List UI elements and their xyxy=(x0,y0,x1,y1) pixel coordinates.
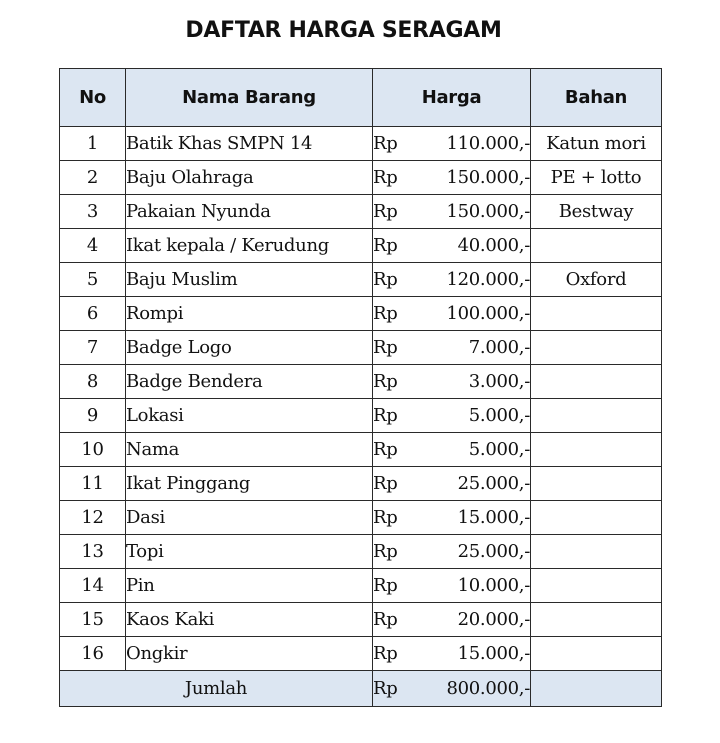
item-material: Oxford xyxy=(531,263,662,297)
item-price: 150.000,- xyxy=(446,167,530,188)
price-cell xyxy=(373,637,531,671)
row-number: 11 xyxy=(60,467,126,501)
row-number: 3 xyxy=(60,195,126,229)
currency-label: Rp xyxy=(373,575,398,596)
item-price: 5.000,- xyxy=(468,405,530,426)
item-material xyxy=(531,297,662,331)
table-row xyxy=(60,501,662,535)
table-row xyxy=(60,195,662,229)
item-name: Badge Bendera xyxy=(126,365,373,399)
row-number: 16 xyxy=(60,637,126,671)
item-name: Ikat Pinggang xyxy=(126,467,373,501)
currency-label: Rp xyxy=(373,167,398,188)
total-row xyxy=(60,671,662,707)
item-material: Bestway xyxy=(531,195,662,229)
price-cell xyxy=(373,297,531,331)
table-row xyxy=(60,127,662,161)
currency-label: Rp xyxy=(373,541,398,562)
row-number: 8 xyxy=(60,365,126,399)
item-name: Pin xyxy=(126,569,373,603)
item-price: 40.000,- xyxy=(457,235,530,256)
total-label: Jumlah xyxy=(60,671,373,707)
item-name: Lokasi xyxy=(126,399,373,433)
item-material xyxy=(531,467,662,501)
currency-label: Rp xyxy=(373,303,398,324)
item-material: PE + lotto xyxy=(531,161,662,195)
header-row xyxy=(60,69,662,127)
item-name: Baju Muslim xyxy=(126,263,373,297)
currency-label: Rp xyxy=(373,235,398,256)
table-row xyxy=(60,229,662,263)
item-material xyxy=(531,637,662,671)
currency-label: Rp xyxy=(373,678,398,699)
currency-label: Rp xyxy=(373,133,398,154)
item-name: Ongkir xyxy=(126,637,373,671)
currency-label: Rp xyxy=(373,371,398,392)
item-material xyxy=(531,501,662,535)
table-row xyxy=(60,467,662,501)
item-price: 7.000,- xyxy=(468,337,530,358)
item-price: 150.000,- xyxy=(446,201,530,222)
price-cell xyxy=(373,467,531,501)
table-row xyxy=(60,569,662,603)
price-cell xyxy=(373,229,531,263)
price-cell xyxy=(373,365,531,399)
currency-label: Rp xyxy=(373,439,398,460)
table-row xyxy=(60,399,662,433)
item-material xyxy=(531,331,662,365)
item-name: Kaos Kaki xyxy=(126,603,373,637)
row-number: 10 xyxy=(60,433,126,467)
item-price: 3.000,- xyxy=(468,371,530,392)
item-price: 110.000,- xyxy=(446,133,530,154)
price-cell xyxy=(373,263,531,297)
row-number: 9 xyxy=(60,399,126,433)
table-row xyxy=(60,297,662,331)
currency-label: Rp xyxy=(373,201,398,222)
item-name: Ikat kepala / Kerudung xyxy=(126,229,373,263)
item-price: 25.000,- xyxy=(457,473,530,494)
currency-label: Rp xyxy=(373,337,398,358)
price-cell xyxy=(373,127,531,161)
price-cell xyxy=(373,501,531,535)
item-price: 15.000,- xyxy=(457,507,530,528)
row-number: 5 xyxy=(60,263,126,297)
item-name: Rompi xyxy=(126,297,373,331)
item-price: 10.000,- xyxy=(457,575,530,596)
item-price: 20.000,- xyxy=(457,609,530,630)
item-material xyxy=(531,433,662,467)
item-name: Pakaian Nyunda xyxy=(126,195,373,229)
row-number: 4 xyxy=(60,229,126,263)
price-cell xyxy=(373,161,531,195)
header-price: Harga xyxy=(373,69,531,127)
item-price: 25.000,- xyxy=(457,541,530,562)
row-number: 1 xyxy=(60,127,126,161)
item-material xyxy=(531,365,662,399)
total-price: 800.000,- xyxy=(446,678,530,699)
currency-label: Rp xyxy=(373,473,398,494)
item-name: Badge Logo xyxy=(126,331,373,365)
item-material xyxy=(531,399,662,433)
total-price-cell xyxy=(373,671,531,707)
table-row xyxy=(60,603,662,637)
currency-label: Rp xyxy=(373,643,398,664)
table-row xyxy=(60,365,662,399)
item-price: 15.000,- xyxy=(457,643,530,664)
row-number: 6 xyxy=(60,297,126,331)
item-price: 5.000,- xyxy=(468,439,530,460)
item-name: Dasi xyxy=(126,501,373,535)
item-name: Topi xyxy=(126,535,373,569)
table-row xyxy=(60,263,662,297)
row-number: 12 xyxy=(60,501,126,535)
price-cell xyxy=(373,331,531,365)
header-no: No xyxy=(60,69,126,127)
table-row xyxy=(60,433,662,467)
price-cell xyxy=(373,569,531,603)
price-cell xyxy=(373,433,531,467)
price-cell xyxy=(373,195,531,229)
price-cell xyxy=(373,535,531,569)
currency-label: Rp xyxy=(373,269,398,290)
page-title: DAFTAR HARGA SERAGAM xyxy=(185,18,502,43)
row-number: 2 xyxy=(60,161,126,195)
price-cell xyxy=(373,399,531,433)
item-material xyxy=(531,569,662,603)
price-table xyxy=(59,68,662,707)
currency-label: Rp xyxy=(373,609,398,630)
row-number: 7 xyxy=(60,331,126,365)
row-number: 15 xyxy=(60,603,126,637)
item-material xyxy=(531,603,662,637)
table-row xyxy=(60,535,662,569)
item-material xyxy=(531,535,662,569)
row-number: 14 xyxy=(60,569,126,603)
row-number: 13 xyxy=(60,535,126,569)
total-material-cell xyxy=(531,671,662,707)
currency-label: Rp xyxy=(373,507,398,528)
item-name: Nama xyxy=(126,433,373,467)
header-material: Bahan xyxy=(531,69,662,127)
currency-label: Rp xyxy=(373,405,398,426)
item-material xyxy=(531,229,662,263)
item-price: 120.000,- xyxy=(446,269,530,290)
item-name: Baju Olahraga xyxy=(126,161,373,195)
table-row xyxy=(60,331,662,365)
item-name: Batik Khas SMPN 14 xyxy=(126,127,373,161)
table-row xyxy=(60,637,662,671)
item-material: Katun mori xyxy=(531,127,662,161)
table-row xyxy=(60,161,662,195)
item-price: 100.000,- xyxy=(446,303,530,324)
header-item-name: Nama Barang xyxy=(126,69,373,127)
price-cell xyxy=(373,603,531,637)
